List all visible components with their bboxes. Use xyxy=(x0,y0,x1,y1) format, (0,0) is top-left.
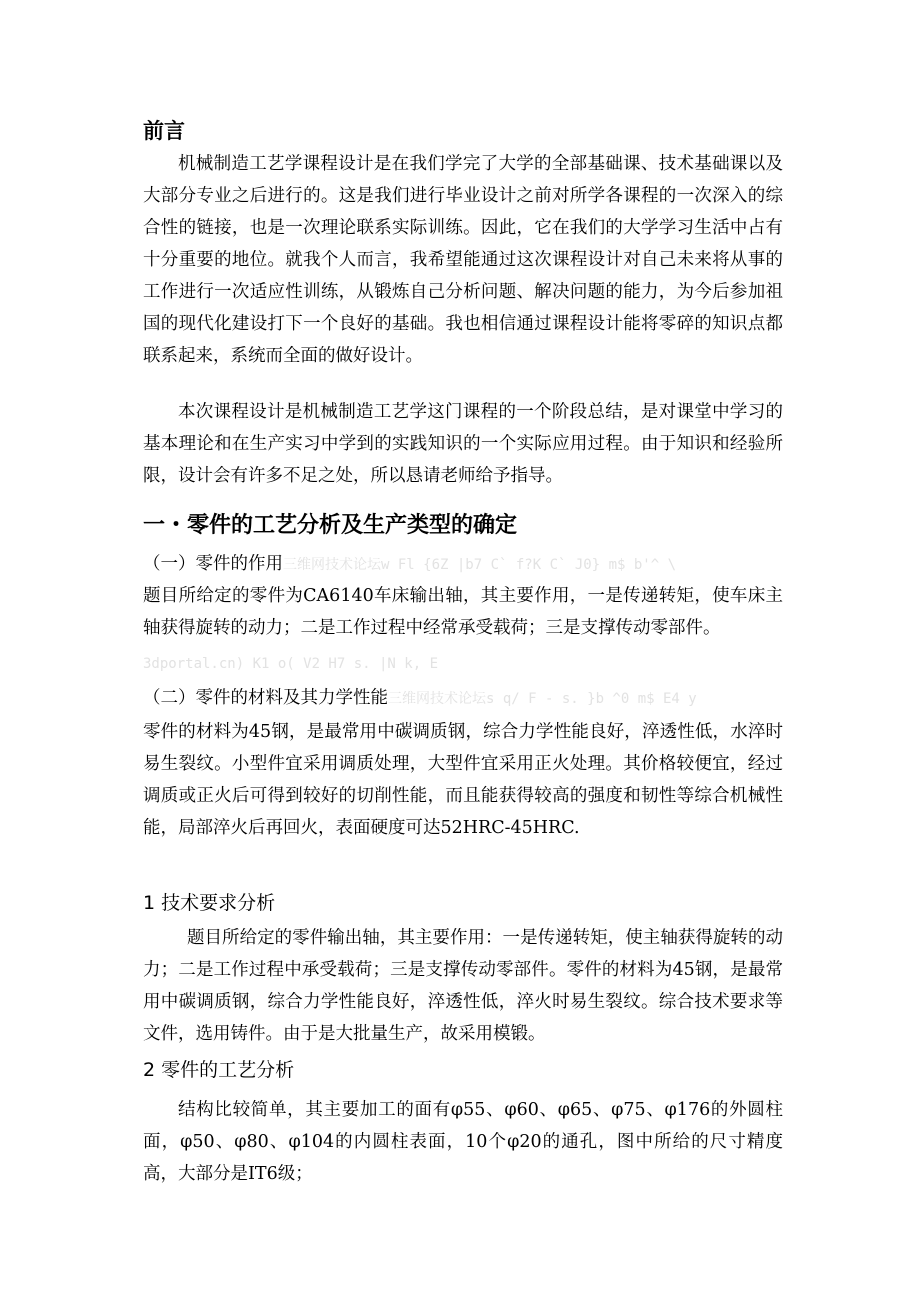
preface-paragraph-1: 机械制造工艺学课程设计是在我们学完了大学的全部基础课、技术基础课以及大部分专业之后进行的。这是我们进行毕业设计之前对所学各课程的一次深入的综合性的链接，也是一次理论联系实际训练。因此，它在我们的大学学习生活中占有十分重要的地位。就我个人而言，我希望能通过这次课程设计对自己未来将从事的工作进行一次适应性训练，从锻炼自己分析问题、解决问题的能力，为今后参加祖国的现代化建设打下一个良好的基础。我也相信通过课程设计能将零碎的知识点都联系起来，系统而全面的做好设计。 xyxy=(143,154,783,366)
subsection-1-label: （一）零件的作用 xyxy=(143,554,283,574)
section-1-title: 一・零件的工艺分析及生产类型的确定 xyxy=(143,513,518,538)
subsection-2-label: （二）零件的材料及其力学性能 xyxy=(143,688,388,708)
process-analysis-title: 2 零件的工艺分析 xyxy=(143,1059,295,1081)
subsection-1-text: 题目所给定的零件为CA6140车床输出轴，其主要作用，一是传递转矩，使车床主轴获得旋转的动力；二是工作过程中经常承受载荷；三是支撑传动零部件。 xyxy=(143,586,783,638)
preface-paragraph-2: 本次课程设计是机械制造工艺学这门课程的一个阶段总结，是对课堂中学习的基本理论和在生产实习中学到的实践知识的一个实际应用过程。由于知识和经验所限，设计会有许多不足之处，所以恳请老师给予指导。 xyxy=(143,402,783,486)
process-analysis-text: 结构比较简单，其主要加工的面有φ55、φ60、φ65、φ75、φ176的外圆柱面，φ50、φ80、φ104的内圆柱表面，10个φ20的通孔，图中所给的尺寸精度高，大部分是IT6级； xyxy=(143,1100,783,1184)
tech-requirements-title: 1 技术要求分析 xyxy=(143,892,276,914)
tech-requirements-text: 题目所给定的零件输出轴，其主要作用：一是传递转矩，使主轴获得旋转的动力；二是工作过程中承受载荷；三是支撑传动零部件。零件的材料为45钢，是最常用中碳调质钢，综合力学性能良好，淬透性低，淬火时易生裂纹。综合技术要求等文件，选用铸件。由于是大批量生产，故采用模锻。 xyxy=(143,928,783,1044)
subsection-1-heading xyxy=(143,552,783,577)
preface-title: 前言 xyxy=(143,119,185,143)
subsection-2-text: 零件的材料为45钢，是最常用中碳调质钢，综合力学性能良好，淬透性低，水淬时易生裂纹。小型件宜采用调质处理，大型件宜采用正火处理。其价格较便宜，经过调质或正火后可得到较好的切削性能，而且能获得较高的强度和韧性等综合机械性能，局部淬火后再回火，表面硬度可达52HRC-45HRC. xyxy=(143,722,783,838)
watermark-text: 三维网技术论坛s q/ F - s. }b ^0 m$ E4 y xyxy=(388,691,697,707)
watermark-text: 三维网技术论坛w Fl {6Z |b7 C` f?K C` J0} m$ b'^ \ xyxy=(283,557,677,573)
watermark-line: 3dportal.cn) K1 o( V2 H7 s. |N k, E xyxy=(143,656,439,672)
subsection-2-heading xyxy=(143,686,783,711)
